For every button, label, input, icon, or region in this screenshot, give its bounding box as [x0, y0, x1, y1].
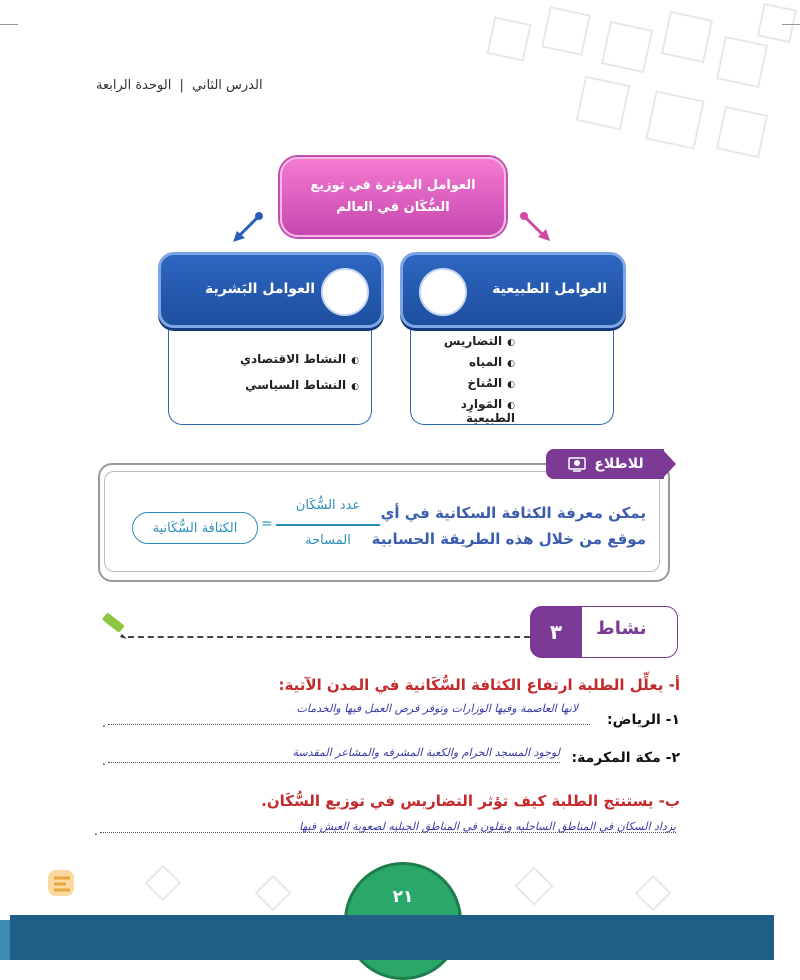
natural-factors-title: العوامل الطبيعية [492, 281, 607, 297]
crop-mark [0, 24, 18, 25]
question-2-label: ٢- مكة المكرمة: [571, 750, 680, 766]
list-item: ◐المَوارِد الطبيعية [460, 397, 515, 425]
decoration-square [661, 11, 713, 63]
end-dot: . [102, 716, 106, 730]
decoration-square [486, 16, 531, 61]
human-factors-list [168, 318, 372, 425]
info-tag-tip [662, 449, 676, 479]
main-title-line1: العوامل المؤثرة في توزيع [310, 178, 476, 193]
activity-number: ٣ [530, 606, 582, 658]
human-factors-title: العوامل البَشرية [205, 281, 316, 297]
answer-line [108, 762, 560, 763]
formula-fraction-line [276, 524, 380, 526]
logo-icon [44, 866, 80, 906]
decoration-square [514, 866, 554, 906]
decoration-square [601, 21, 653, 73]
human-factors-header [158, 252, 384, 328]
lesson-label: الدرس الثاني [191, 78, 263, 93]
decoration-square [541, 6, 591, 56]
formula-result: الكثافة السُّكَانية [132, 512, 258, 544]
crop-mark [782, 24, 800, 25]
question-b: ب- يستنتج الطلبة كيف تؤثر التضاريس في توزيع السُّكَان. [261, 792, 680, 810]
natural-factors-header [400, 252, 626, 328]
page-header [96, 78, 263, 93]
end-dot: . [102, 754, 106, 768]
list-item: ◐المُناخ [467, 376, 515, 390]
info-text [372, 500, 646, 552]
answer-1: لانها العاصمة وفيها الوزارات وتوفر فرص العمل فيها والخدمات [296, 702, 578, 715]
page-number: ٢١ [392, 887, 414, 907]
decoration-square [635, 875, 672, 912]
info-tag-label: للاطلاع [594, 456, 644, 472]
decoration-square [145, 865, 182, 902]
bullet-icon: ◐ [507, 338, 515, 348]
unit-label: الوحدة الرابعة [96, 78, 172, 93]
activity-label: نشاط [596, 618, 647, 639]
arrow-right-icon [510, 205, 570, 245]
natural-factors-list [410, 318, 614, 425]
decoration-square [757, 3, 797, 43]
decoration-square [645, 90, 704, 149]
decoration-square [576, 76, 631, 131]
decoration-square [716, 106, 768, 158]
answer-2: لوجود المسجد الحرام والكعبة المشرفه والمشاعر المقدسة [292, 746, 560, 759]
footer-strip [0, 920, 10, 960]
end-dot: . [94, 824, 98, 838]
decoration-square [716, 36, 768, 88]
question-1-label: ١- الرياض: [607, 712, 680, 728]
bullet-icon: ◐ [351, 382, 359, 392]
info-line1: يمكن معرفة الكثافة السكانية في أي [380, 504, 646, 522]
circle-icon [321, 268, 369, 316]
bullet-icon: ◐ [351, 356, 359, 366]
main-title-line2: السُّكَان في العالم [336, 200, 450, 215]
header-separator: | [179, 78, 184, 93]
list-item: ◐المياه [468, 355, 515, 369]
main-factors-box [280, 157, 506, 237]
bullet-icon: ◐ [507, 401, 515, 411]
bulb-icon [566, 455, 588, 473]
bullet-icon: ◐ [507, 359, 515, 369]
pencil-icon [96, 608, 130, 642]
question-a: أ- يعلِّل الطلبة ارتفاع الكثافة السُّكَانية في المدن الآتية: [278, 676, 680, 694]
answer-b: يزداد السكان في المناطق الساحليه ويقلون في المناطق الجبليه لصعوبة العيش فيها [299, 820, 676, 833]
activity-divider [128, 636, 530, 638]
arrow-left-icon [225, 205, 285, 245]
info-line2: موقع من خلال هذه الطريقة الحسابية [371, 530, 646, 548]
answer-line [100, 832, 676, 833]
list-item: ◐التضاريس [443, 334, 515, 348]
bullet-icon: ◐ [507, 380, 515, 390]
decoration-square [255, 875, 292, 912]
formula-numerator: عدد السُّكَان [295, 498, 361, 513]
footer-bar [10, 915, 774, 960]
circle-icon [419, 268, 467, 316]
list-item: ◐النشاط الاقتصادي [239, 352, 359, 366]
formula-equals: = [261, 516, 273, 532]
list-item: ◐النشاط السياسي [245, 378, 359, 392]
formula-denominator: المساحة [305, 533, 351, 548]
info-tag [546, 449, 664, 479]
answer-line [108, 724, 590, 725]
